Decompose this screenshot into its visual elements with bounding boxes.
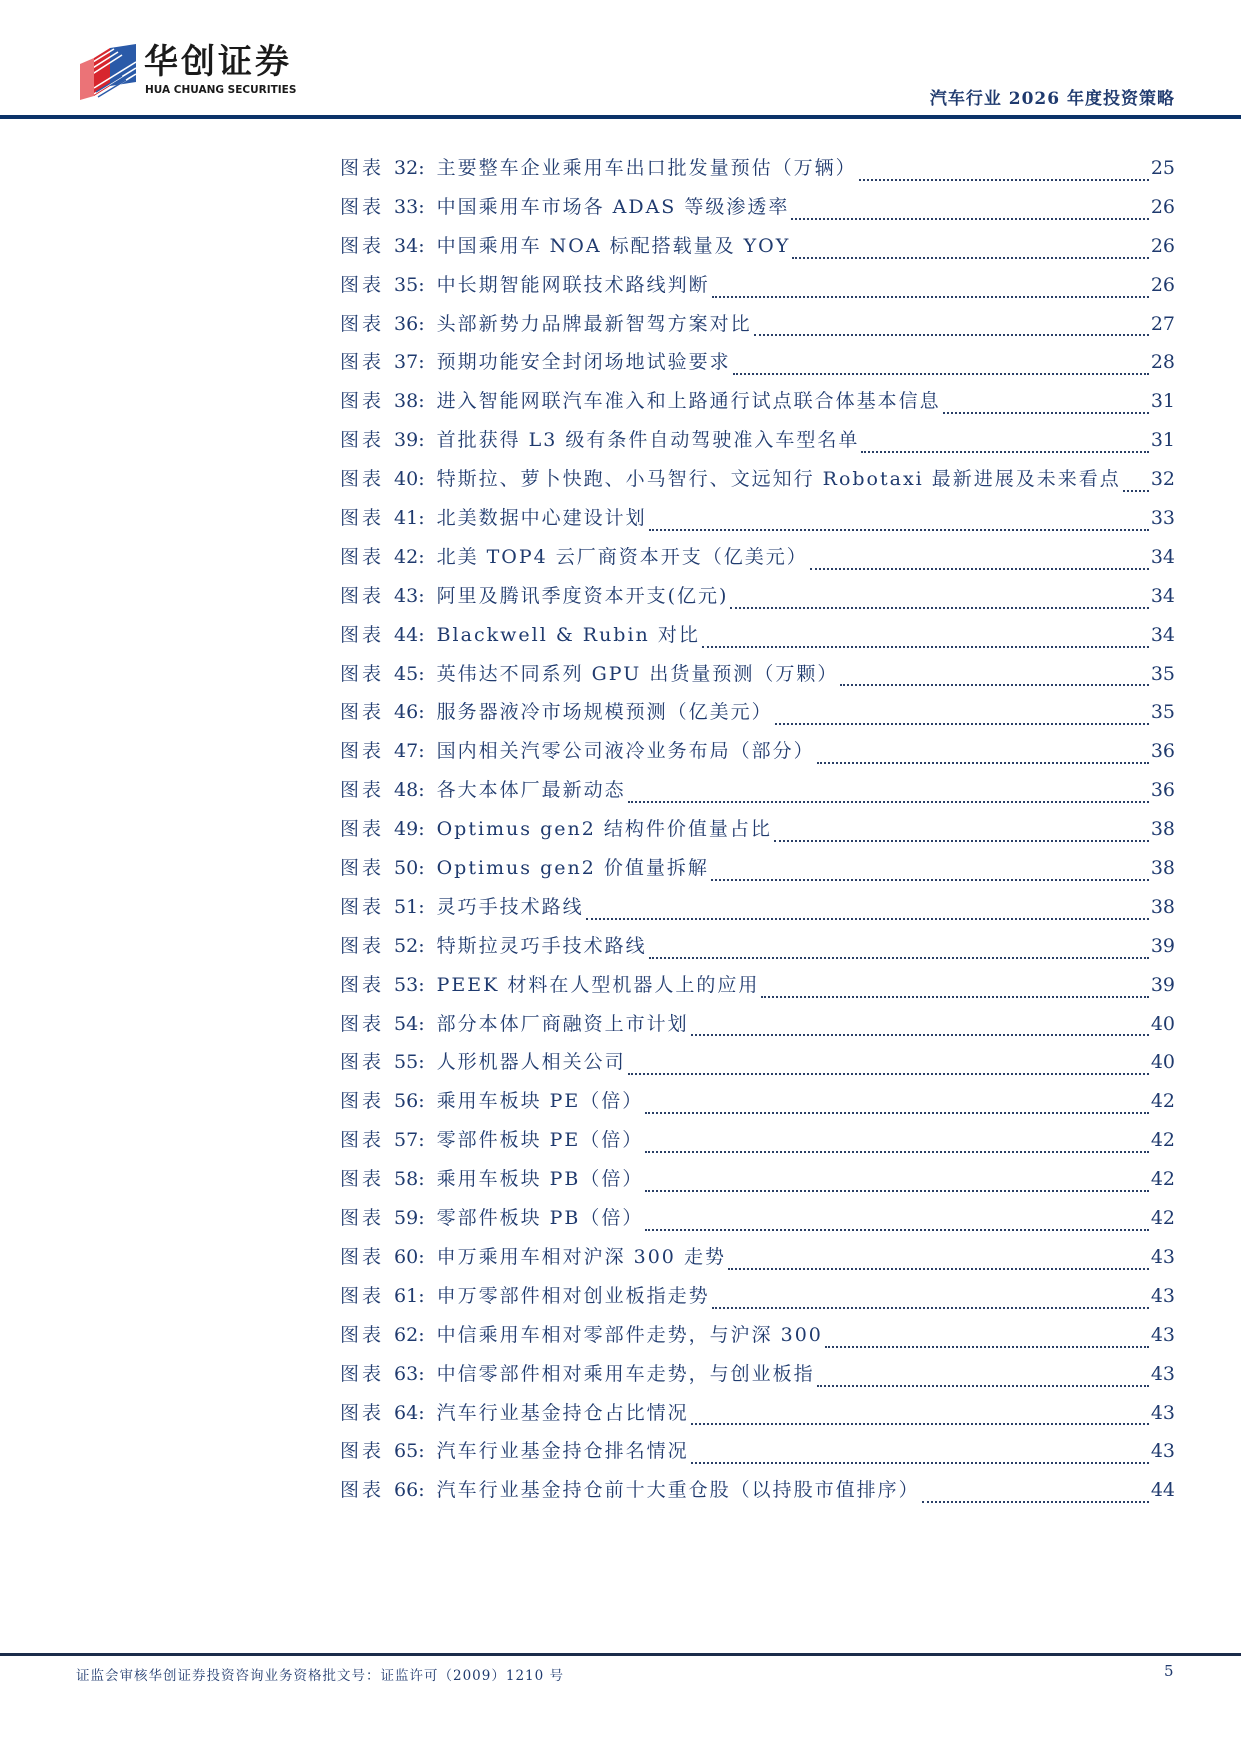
toc-leader-dots <box>861 451 1148 453</box>
toc-leader-dots <box>645 1229 1148 1231</box>
toc-entry-number: 36: <box>394 312 425 335</box>
toc-entry-page: 42 <box>1150 1168 1175 1191</box>
toc-entry-label: 图表 <box>340 1051 385 1074</box>
toc-entry-number: 49: <box>394 818 425 841</box>
toc-leader-dots <box>792 257 1149 259</box>
toc-entry-label: 图表 <box>340 701 385 724</box>
toc-entry-number: 45: <box>394 662 425 685</box>
toc-entry[interactable] <box>340 386 1175 425</box>
toc-leader-dots <box>645 1112 1149 1114</box>
toc-entry-page: 34 <box>1150 545 1175 568</box>
toc-leader-dots <box>922 1501 1149 1503</box>
toc-entry-page: 36 <box>1150 740 1175 763</box>
toc-entry-title: PEEK 材料在人型机器人上的应用 <box>436 973 760 996</box>
toc-entry-number: 47: <box>394 740 425 763</box>
toc-entry[interactable] <box>340 736 1175 775</box>
toc-entry-title: 汽车行业基金持仓占比情况 <box>436 1401 689 1424</box>
toc-entry-number: 55: <box>394 1051 425 1074</box>
toc-entry-number: 34: <box>394 234 425 257</box>
toc-entry[interactable] <box>340 309 1175 348</box>
toc-leader-dots <box>810 568 1149 570</box>
toc-leader-dots <box>775 723 1149 725</box>
toc-entry-number: 39: <box>394 429 425 452</box>
toc-entry-label: 图表 <box>340 1012 385 1035</box>
toc-entry-number: 56: <box>394 1090 425 1113</box>
toc-entry-page: 28 <box>1150 351 1175 374</box>
toc-entry-number: 50: <box>394 857 425 880</box>
toc-entry-page: 34 <box>1150 623 1175 646</box>
toc-leader-dots <box>817 1385 1149 1387</box>
toc-entry-label: 图表 <box>340 234 385 257</box>
toc-leader-dots <box>840 684 1148 686</box>
toc-entry-number: 44: <box>394 623 425 646</box>
toc-entry-label: 图表 <box>340 1245 385 1268</box>
toc-entry-label: 图表 <box>340 1362 385 1385</box>
toc-entry[interactable] <box>340 153 1175 192</box>
toc-leader-dots <box>628 801 1149 803</box>
toc-entry-title: 乘用车板块 PB（倍） <box>436 1168 644 1191</box>
toc-leader-dots <box>774 840 1149 842</box>
toc-entry-label: 图表 <box>340 662 385 685</box>
toc-leader-dots <box>943 412 1149 414</box>
toc-leader-dots <box>702 646 1149 648</box>
toc-entry[interactable] <box>340 659 1175 698</box>
toc-entry-page: 43 <box>1150 1362 1175 1385</box>
toc-entry-page: 26 <box>1150 273 1175 296</box>
toc-entry-page: 43 <box>1150 1245 1175 1268</box>
toc-entry-page: 26 <box>1150 195 1175 218</box>
toc-entry-page: 42 <box>1150 1207 1175 1230</box>
toc-entry-title: 预期功能安全封闭场地试验要求 <box>436 351 731 374</box>
toc-entry-title: Optimus gen2 价值量拆解 <box>436 857 709 880</box>
toc-entry-number: 53: <box>394 973 425 996</box>
toc-entry-page: 43 <box>1150 1323 1175 1346</box>
page-number: 5 <box>1164 1662 1174 1680</box>
toc-entry-number: 42: <box>394 545 425 568</box>
toc-leader-dots <box>711 879 1149 881</box>
toc-entry-title: 中信零部件相对乘用车走势，与创业板指 <box>436 1362 815 1385</box>
toc-entry[interactable] <box>340 892 1175 931</box>
toc-entry-page: 38 <box>1150 818 1175 841</box>
toc-entry-title: 主要整车企业乘用车出口批发量预估（万辆） <box>436 157 857 179</box>
toc-entry-number: 52: <box>394 934 425 957</box>
toc-leader-dots <box>728 1268 1149 1270</box>
toc-entry[interactable] <box>340 1125 1175 1164</box>
toc-entry[interactable] <box>340 503 1175 542</box>
toc-entry-title: 人形机器人相关公司 <box>436 1051 626 1074</box>
toc-entry[interactable] <box>340 1436 1175 1475</box>
toc-entry[interactable] <box>340 697 1175 736</box>
toc-entry-page: 35 <box>1150 662 1175 685</box>
toc-entry[interactable] <box>340 1281 1175 1320</box>
toc-entry-number: 48: <box>394 779 425 802</box>
toc-entry-page: 32 <box>1150 468 1175 491</box>
toc-entry-title: 北美 TOP4 云厂商资本开支（亿美元） <box>436 545 808 568</box>
toc-entry[interactable] <box>340 542 1175 581</box>
toc-entry-number: 61: <box>394 1284 425 1307</box>
toc-entry[interactable] <box>340 1475 1175 1514</box>
toc-entry-page: 27 <box>1150 312 1175 335</box>
toc-entry-label: 图表 <box>340 1090 385 1113</box>
toc-entry-label: 图表 <box>340 973 385 996</box>
toc-entries <box>340 153 1175 1514</box>
toc-entry-page: 26 <box>1150 234 1175 257</box>
toc-entry[interactable] <box>340 620 1175 659</box>
toc-entry-page: 34 <box>1150 584 1175 607</box>
toc-entry[interactable] <box>340 1398 1175 1437</box>
toc-entry-title: 各大本体厂最新动态 <box>436 779 626 802</box>
toc-entry-number: 35: <box>394 273 425 296</box>
toc-entry-label: 图表 <box>340 429 385 452</box>
toc-entry-title: Blackwell & Rubin 对比 <box>436 623 700 646</box>
toc-leader-dots <box>649 529 1149 531</box>
toc-entry-number: 65: <box>394 1440 425 1463</box>
toc-entry-number: 41: <box>394 507 425 530</box>
toc-leader-dots <box>730 607 1148 609</box>
toc-entry-title: 乘用车板块 PE（倍） <box>436 1090 644 1113</box>
toc-entry[interactable] <box>340 464 1175 503</box>
toc-entry-label: 图表 <box>340 1401 385 1424</box>
toc-entry-page: 39 <box>1150 934 1175 957</box>
toc-entry-label: 图表 <box>340 1129 385 1152</box>
toc-leader-dots <box>712 1307 1149 1309</box>
toc-entry-label: 图表 <box>340 1323 385 1346</box>
toc-entry-label: 图表 <box>340 740 385 763</box>
toc-entry-title: 进入智能网联汽车准入和上路通行试点联合体基本信息 <box>436 390 941 413</box>
toc-entry[interactable] <box>340 1320 1175 1359</box>
header-divider <box>0 115 1241 119</box>
toc-entry-number: 46: <box>394 701 425 724</box>
toc-entry-number: 60: <box>394 1245 425 1268</box>
license-statement: 证监会审核华创证券投资咨询业务资格批文号：证监许可（2009）1210 号 <box>76 1668 565 1684</box>
toc-entry-label: 图表 <box>340 934 385 957</box>
toc-leader-dots <box>817 762 1149 764</box>
toc-entry-number: 38: <box>394 390 425 413</box>
toc-entry-page: 40 <box>1150 1012 1175 1035</box>
toc-entry-page: 42 <box>1150 1129 1175 1152</box>
footer-divider <box>0 1653 1241 1656</box>
toc-entry-label: 图表 <box>340 390 385 413</box>
toc-entry-label: 图表 <box>340 895 385 918</box>
toc-entry[interactable] <box>340 270 1175 309</box>
toc-entry[interactable] <box>340 1164 1175 1203</box>
toc-leader-dots <box>645 1190 1148 1192</box>
toc-leader-dots <box>754 334 1149 336</box>
toc-entry-title: 特斯拉灵巧手技术路线 <box>436 934 647 957</box>
toc-entry-page: 38 <box>1150 857 1175 880</box>
toc-leader-dots <box>649 957 1149 959</box>
toc-entry-title: 国内相关汽零公司液冷业务布局（部分） <box>436 740 815 763</box>
toc-leader-dots <box>761 996 1148 998</box>
toc-entry-title: 零部件板块 PE（倍） <box>436 1129 644 1152</box>
toc-entry-page: 33 <box>1150 507 1175 530</box>
toc-entry-title: 中国乘用车市场各 ADAS 等级渗透率 <box>436 195 790 218</box>
toc-entry-label: 图表 <box>340 468 385 491</box>
table-of-figures <box>340 153 1175 1514</box>
toc-entry-label: 图表 <box>340 312 385 335</box>
toc-entry-page: 43 <box>1150 1284 1175 1307</box>
toc-entry-title: 服务器液冷市场规模预测（亿美元） <box>436 701 773 724</box>
toc-entry[interactable] <box>340 231 1175 270</box>
toc-entry-title: 英伟达不同系列 GPU 出货量预测（万颗） <box>436 662 839 685</box>
toc-entry-label: 图表 <box>340 584 385 607</box>
toc-entry[interactable] <box>340 853 1175 892</box>
toc-entry-label: 图表 <box>340 818 385 841</box>
toc-entry-label: 图表 <box>340 507 385 530</box>
toc-entry-number: 33: <box>394 195 425 218</box>
toc-entry-page: 25 <box>1150 157 1175 179</box>
toc-entry-label: 图表 <box>340 1168 385 1191</box>
toc-entry[interactable] <box>340 1203 1175 1242</box>
toc-entry-label: 图表 <box>340 545 385 568</box>
toc-entry-title: 零部件板块 PB（倍） <box>436 1207 644 1230</box>
toc-entry[interactable] <box>340 931 1175 970</box>
toc-leader-dots <box>691 1034 1149 1036</box>
toc-entry-label: 图表 <box>340 1284 385 1307</box>
toc-entry[interactable] <box>340 1359 1175 1398</box>
toc-entry-page: 36 <box>1150 779 1175 802</box>
toc-entry-page: 42 <box>1150 1090 1175 1113</box>
toc-entry-title: 申万零部件相对创业板指走势 <box>436 1284 710 1307</box>
toc-leader-dots <box>691 1462 1149 1464</box>
toc-entry-title: 中信乘用车相对零部件走势，与沪深 300 <box>436 1323 823 1346</box>
toc-entry-title: 北美数据中心建设计划 <box>436 507 647 530</box>
toc-leader-dots <box>791 218 1148 220</box>
toc-entry-title: 申万乘用车相对沪深 300 走势 <box>436 1245 726 1268</box>
toc-entry[interactable] <box>340 1242 1175 1281</box>
toc-entry-label: 图表 <box>340 857 385 880</box>
company-logo <box>80 44 320 100</box>
toc-entry[interactable] <box>340 347 1175 386</box>
toc-entry-title: 汽车行业基金持仓排名情况 <box>436 1440 689 1463</box>
toc-entry[interactable] <box>340 970 1175 1009</box>
toc-entry-label: 图表 <box>340 195 385 218</box>
toc-entry-label: 图表 <box>340 1440 385 1463</box>
toc-leader-dots <box>691 1423 1149 1425</box>
toc-leader-dots <box>628 1073 1149 1075</box>
toc-entry-page: 43 <box>1150 1401 1175 1424</box>
toc-entry[interactable] <box>340 814 1175 853</box>
toc-entry-title: 部分本体厂商融资上市计划 <box>436 1012 689 1035</box>
toc-entry-number: 58: <box>394 1168 425 1191</box>
toc-entry-number: 54: <box>394 1012 425 1035</box>
toc-entry-number: 32: <box>394 157 425 179</box>
toc-entry-number: 40: <box>394 468 425 491</box>
toc-entry[interactable] <box>340 1047 1175 1086</box>
toc-entry-number: 62: <box>394 1323 425 1346</box>
toc-entry[interactable] <box>340 1086 1175 1125</box>
toc-leader-dots <box>712 296 1149 298</box>
toc-entry-label: 图表 <box>340 1207 385 1230</box>
toc-entry-label: 图表 <box>340 351 385 374</box>
toc-entry-label: 图表 <box>340 1479 385 1502</box>
toc-entry[interactable] <box>340 775 1175 814</box>
toc-entry[interactable] <box>340 192 1175 231</box>
toc-entry[interactable] <box>340 581 1175 620</box>
toc-entry-page: 44 <box>1150 1479 1175 1502</box>
toc-entry-number: 57: <box>394 1129 425 1152</box>
toc-entry-title: 中长期智能网联技术路线判断 <box>436 273 710 296</box>
toc-entry-number: 37: <box>394 351 425 374</box>
toc-entry-number: 66: <box>394 1479 425 1502</box>
toc-entry-number: 43: <box>394 584 425 607</box>
toc-entry-page: 39 <box>1150 973 1175 996</box>
toc-entry-title: 中国乘用车 NOA 标配搭载量及 YOY <box>436 234 791 257</box>
toc-entry-page: 40 <box>1150 1051 1175 1074</box>
toc-entry-number: 64: <box>394 1401 425 1424</box>
toc-leader-dots <box>1123 490 1149 492</box>
toc-entry-title: 头部新势力品牌最新智驾方案对比 <box>436 312 752 335</box>
toc-entry-title: 首批获得 L3 级有条件自动驾驶准入车型名单 <box>436 429 860 452</box>
toc-entry[interactable] <box>340 425 1175 464</box>
toc-entry-page: 35 <box>1150 701 1175 724</box>
toc-leader-dots <box>645 1151 1149 1153</box>
toc-leader-dots <box>859 179 1149 181</box>
toc-entry-title: 灵巧手技术路线 <box>436 895 584 918</box>
logo-chinese-name: 华创证券 <box>144 42 292 82</box>
toc-entry-title: 阿里及腾讯季度资本开支(亿元) <box>436 584 729 607</box>
toc-entry-title: Optimus gen2 结构件价值量占比 <box>436 818 772 841</box>
toc-leader-dots <box>733 373 1149 375</box>
toc-leader-dots <box>586 918 1149 920</box>
toc-entry-title: 汽车行业基金持仓前十大重仓股（以持股市值排序） <box>436 1479 920 1502</box>
toc-entry-label: 图表 <box>340 273 385 296</box>
toc-entry-label: 图表 <box>340 157 385 179</box>
toc-entry-title: 特斯拉、萝卜快跑、小马智行、文远知行 Robotaxi 最新进展及未来看点 <box>436 468 1121 491</box>
logo-english-name: HUA CHUANG SECURITIES <box>145 84 297 96</box>
toc-entry-label: 图表 <box>340 779 385 802</box>
toc-leader-dots <box>825 1346 1149 1348</box>
toc-entry-number: 51: <box>394 895 425 918</box>
report-title: 汽车行业 2026 年度投资策略 <box>929 89 1175 109</box>
toc-entry-page: 38 <box>1150 895 1175 918</box>
toc-entry-page: 31 <box>1150 429 1175 452</box>
toc-entry-label: 图表 <box>340 623 385 646</box>
logo-mark-icon <box>80 44 138 100</box>
toc-entry-number: 63: <box>394 1362 425 1385</box>
toc-entry[interactable] <box>340 1009 1175 1048</box>
toc-entry-page: 43 <box>1150 1440 1175 1463</box>
toc-entry-number: 59: <box>394 1207 425 1230</box>
toc-entry-page: 31 <box>1150 390 1175 413</box>
